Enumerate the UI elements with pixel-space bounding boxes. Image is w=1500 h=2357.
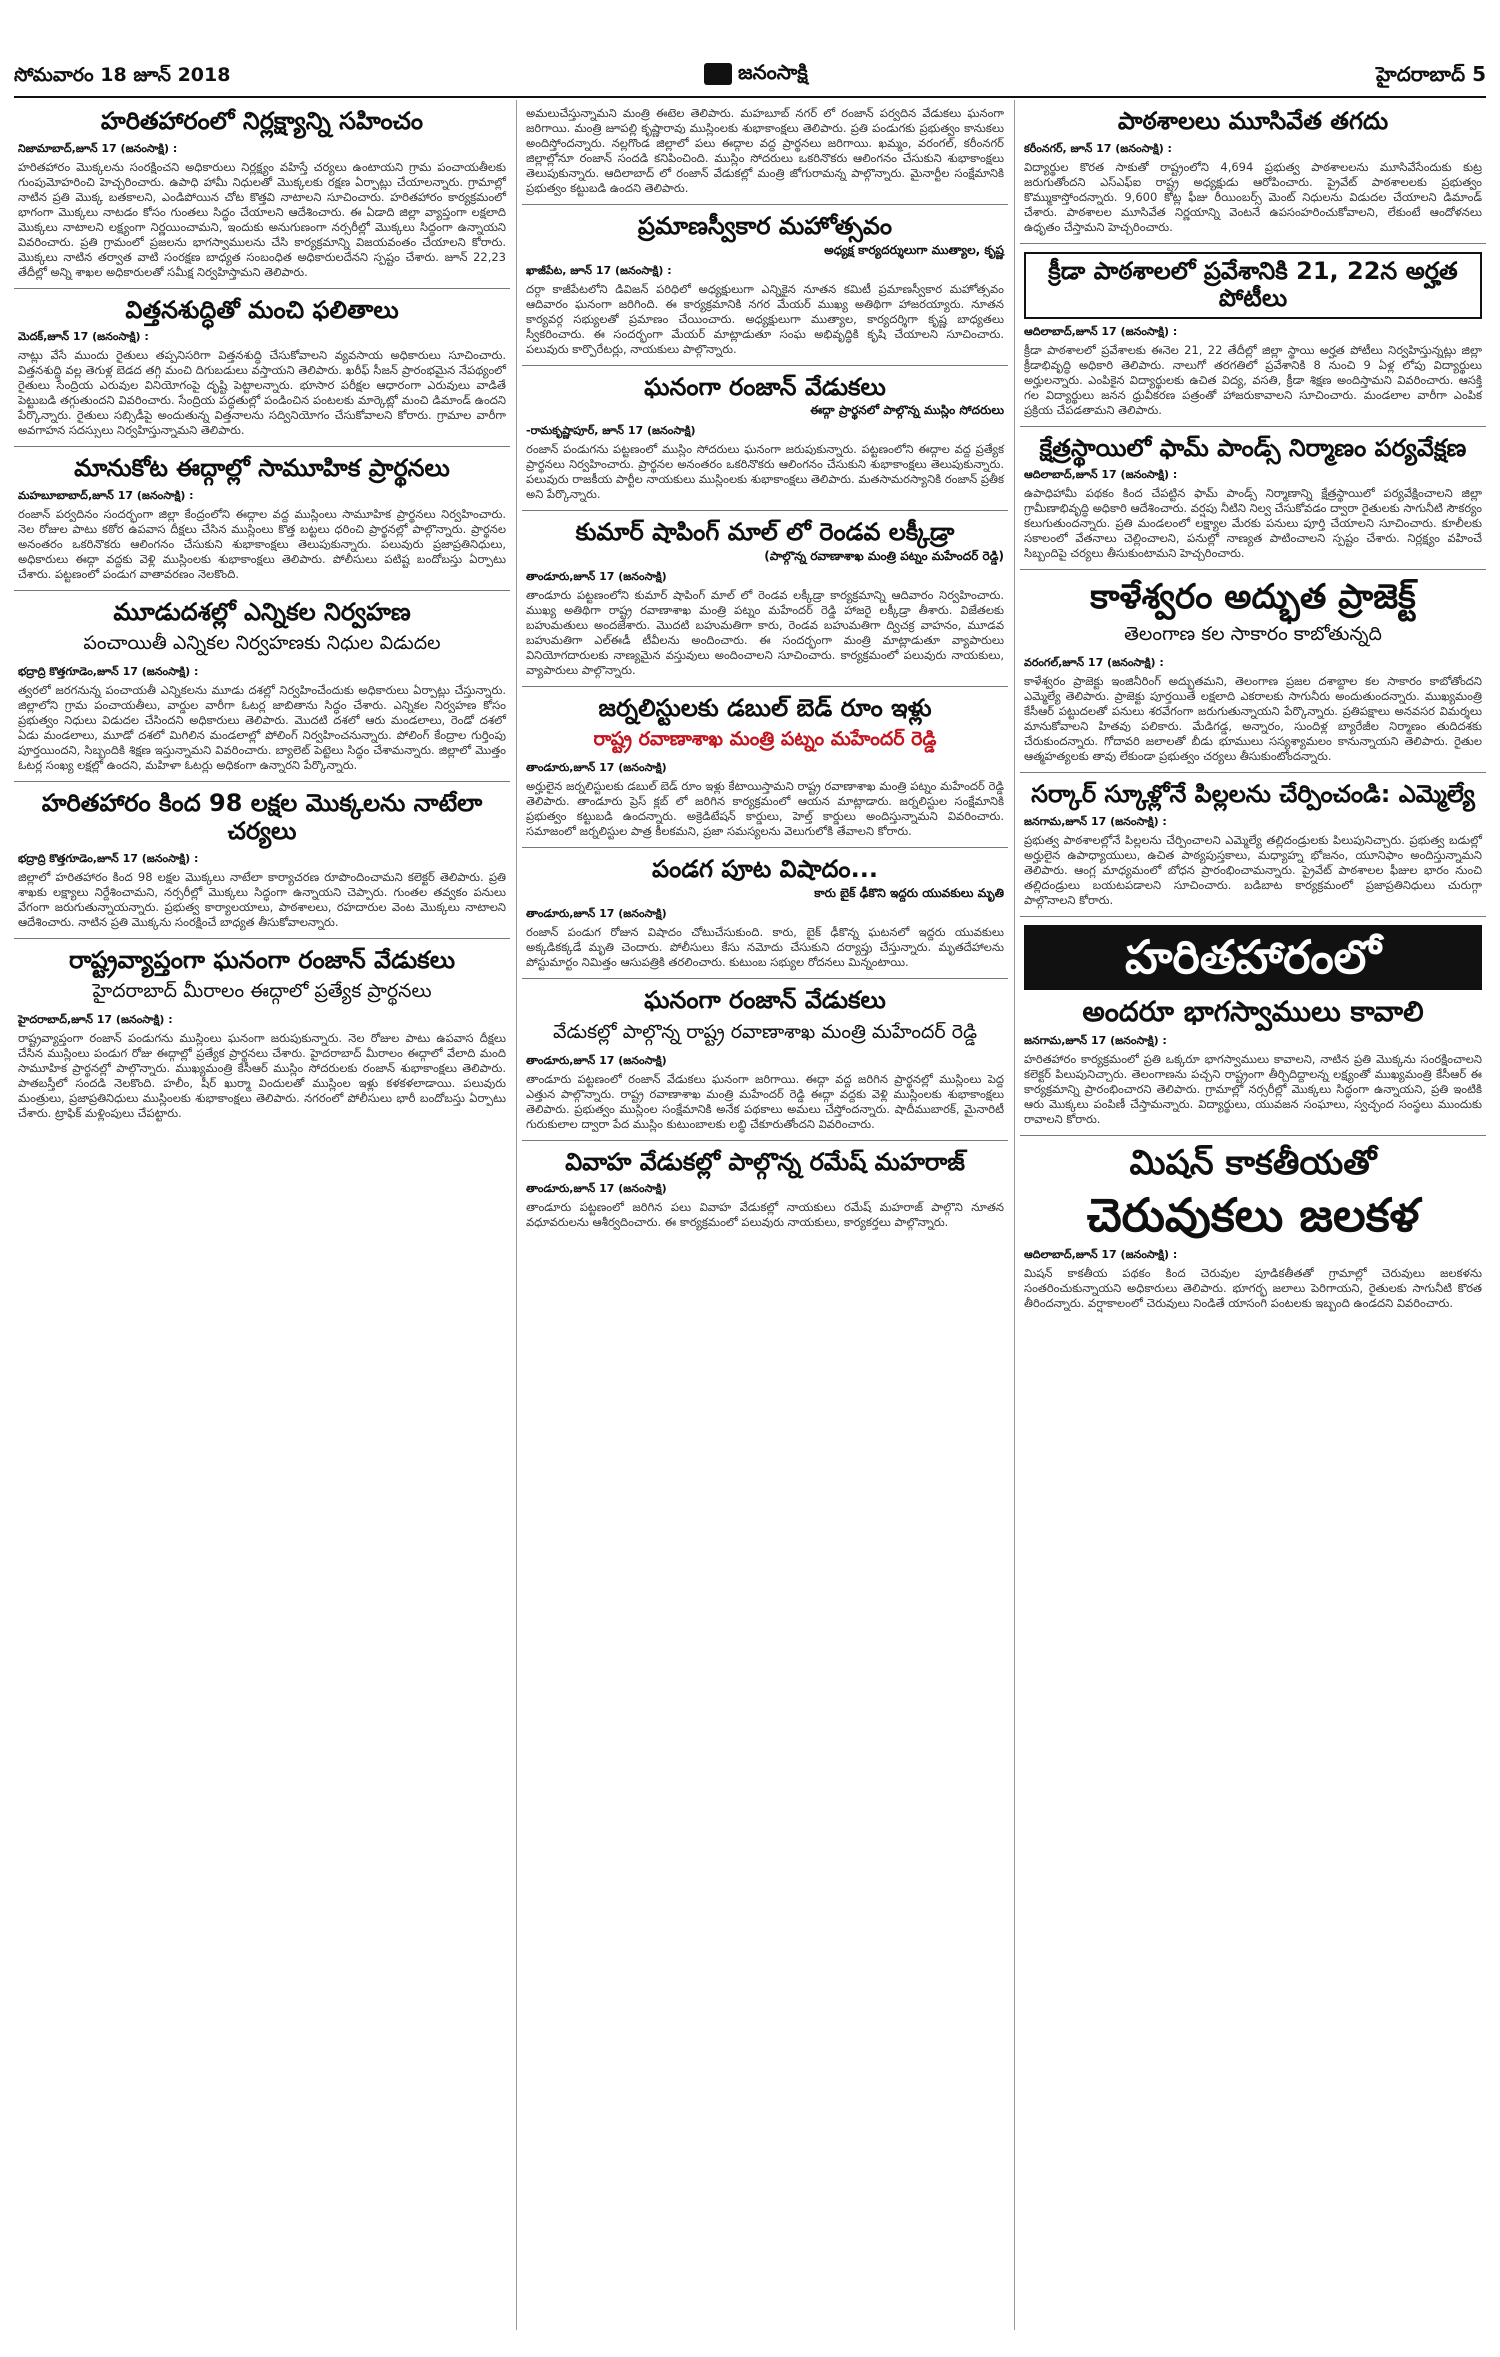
article-paragraph: ప్రభుత్వ పాఠశాలల్లోనే పిల్లలను చేర్పించాలని ఎమ్మెల్యే తల్లిదండ్రులకు పిలుపునిచ్చారు. ప్రభుత్వ బడుల్లో అర్హులైన ఉపాధ్యాయులు, ఉచిత పాఠ్యపుస్తకాలు, మధ్యాహ్న భోజనం, యూనిఫాం అందిస్తున్నామని తెలిపారు. ఆంగ్ల మాధ్యమంలో బోధన ప్రారంభించామన్నారు. ప్రైవేట్ పాఠశాలల ఫీజుల భారం నుంచి తల్లిదండ్రులు బయటపడాలని సూచించారు. బడిబాట కార్యక్రమంలో ప్రజాప్రతినిధులు చురుగ్గా పాల్గొనాలని కోరారు. (1024, 833, 1482, 908)
article-headline: హరితహారం కింద 98 లక్షల మొక్కలను నాటేలా చర్యలు (41, 789, 483, 845)
article-headline: క్షేత్రస్థాయిలో ఫామ్ పాండ్స్ నిర్మాణం పర్యవేక్షణ (1039, 433, 1467, 462)
article-body (526, 779, 1004, 839)
article-headline: ప్రమాణస్వీకార మహోత్సవం (637, 212, 893, 240)
article-body (18, 507, 506, 582)
article-paragraph: క్రీడా పాఠశాలలో ప్రవేశాలకు ఈనెల 21, 22 తేదీల్లో జిల్లా స్థాయి అర్హత పోటీలు నిర్వహిస్తున్నట్లు జిల్లా క్రీడాభివృద్ధి అధికారి తెలిపారు. నాలుగో తరగతిలో ప్రవేశానికి 8 నుంచి 9 ఏళ్ల లోపు విద్యార్థులు అర్హులన్నారు. ఎంపికైన విద్యార్థులకు ఉచిత విద్య, వసతి, క్రీడా శిక్షణ అందిస్తామని వివరించారు. ఆసక్తి గల విద్యార్థులు జనన ధ్రువీకరణ పత్రంతో హాజరుకావాలని సూచించారు. మండలాల వారీగా ఎంపిక ప్రక్రియ చేపడతామని తెలిపారు. (1024, 342, 1482, 417)
article-headline: ఘనంగా రంజాన్ వేడుకలు (644, 372, 886, 401)
article (1020, 1136, 1486, 1319)
article-body (526, 282, 1004, 357)
page-city-number: హైదరాబాద్ 5 (1376, 62, 1486, 86)
article-paragraph: కాళేశ్వరం ప్రాజెక్టు ఇంజినీరింగ్ అద్భుతమని, తెలంగాణ ప్రజల దశాబ్దాల కల సాకారం కాబోతోందని ఎమ్మెల్యే తెలిపారు. ప్రాజెక్టు పూర్తయితే లక్షలాది ఎకరాలకు సాగునీరు అందుతుందన్నారు. ముఖ్యమంత్రి కేసీఆర్ పట్టుదలతో పనులు శరవేగంగా జరుగుతున్నాయని పేర్కొన్నారు. ప్రతిపక్షాలు అనవసర విమర్శలు మానుకోవాలని హితవు పలికారు. మేడిగడ్డ, అన్నారం, సుందిళ్ల బ్యారేజీల నిర్మాణం తుదిదశకు చేరుకుందన్నారు. గోదావరి జలాలతో బీడు భూములు సస్యశ్యామలం కానున్నాయని తెలిపారు. రైతుల ఆత్మహత్యలకు తావు లేకుండా ప్రభుత్వం చర్యలు తీసుకుంటోందన్నారు. (1024, 674, 1482, 764)
article-dateline: మెదక్,జూన్ 17 (జనంసాక్షి) : (18, 330, 149, 344)
article-headline: సర్కార్ స్కూళ్లోనే పిల్లలను చేర్పించండి: ఎమ్మెల్యే (1031, 780, 1475, 809)
article-paragraph: తాండూరు పట్టణంలోని కుమార్ షాపింగ్ మాల్ లో రెండవ లక్కీడ్రా కార్యక్రమాన్ని ఆదివారం నిర్వహించారు. ముఖ్య అతిథిగా రాష్ట్ర రవాణాశాఖ మంత్రి పట్నం మహేందర్ రెడ్డి హాజరై లక్కీడ్రా తీశారు. విజేతలకు బహుమతులు అందజేశారు. మొదటి బహుమతిగా కారు, రెండవ బహుమతిగా ద్విచక్ర వాహనం, మూడవ బహుమతిగా ఎల్ఈడీ టీవీలను అందించారు. ఈ సందర్భంగా మంత్రి మాట్లాడుతూ వ్యాపారులు వినియోగదారులకు నాణ్యమైన వస్తువులు అందించాలని సూచించారు. కార్యక్రమంలో పలువురు నాయకులు, వ్యాపారులు పాల్గొన్నారు. (526, 587, 1004, 677)
article-paragraph: త్వరలో జరగనున్న పంచాయతీ ఎన్నికలను మూడు దశల్లో నిర్వహించేందుకు అధికారులు ఏర్పాట్లు చేస్తున్నారు. జిల్లాలోని గ్రామ పంచాయతీలు, వార్డుల వారీగా ఓటర్ల జాబితాను సిద్ధం చేశారు. ఎన్నికల నిర్వహణ కోసం ప్రభుత్వం నిధులు విడుదల చేసిందని అధికారులు తెలిపారు. మొదటి దశలో ఆరు మండలాలు, రెండో దశలో ఏడు మండలాలు, మూడో దశలో మిగిలిన మండలాల్లో పోలింగ్ నిర్వహించనున్నారు. పోలింగ్ కేంద్రాల గుర్తింపు పూర్తయిందని, సిబ్బందికి శిక్షణ ఇస్తున్నామని వివరించారు. బ్యాలెట్ పెట్టెలు సిద్ధం చేశామన్నారు. జిల్లాలో మొత్తం ఓటర్ల సంఖ్య లక్షల్లో ఉందని, మహిళా ఓటర్లు అధికంగా ఉన్నారని పేర్కొన్నారు. (18, 683, 506, 773)
article-paragraph: రంజాన్ పండుగను పట్టణంలో ముస్లిం సోదరులు ఘనంగా జరుపుకున్నారు. పట్టణంలోని ఈద్గాల వద్ద ప్రత్యేక ప్రార్థనలు నిర్వహించారు. ప్రార్థనల అనంతరం ఒకరినొకరు ఆలింగనం చేసుకుని శుభాకాంక్షలు తెలుపుకున్నారు. పలువురు రాజకీయ పార్టీల నాయకులు ముస్లింలకు శుభాకాంక్షలు తెలిపారు. మతసామరస్యానికి రంజాన్ ప్రతీక అని పేర్కొన్నారు. (526, 442, 1004, 502)
article-subheadline: తెలంగాణ కల సాకారం కాబోతున్నది (1124, 623, 1382, 646)
column-divider (516, 100, 517, 2330)
article-paragraph: ఉపాధిహామీ పథకం కింద చేపట్టిన ఫామ్ పాండ్స్ నిర్మాణాన్ని క్షేత్రస్థాయిలో పర్యవేక్షించాలని జిల్లా గ్రామీణాభివృద్ధి అధికారి ఆదేశించారు. వర్షపు నీటిని నిల్వ చేసుకోవడం ద్వారా రైతులకు సాగునీటి సౌకర్యం కలుగుతుందన్నారు. ప్రతి మండలంలో లక్ష్యాల మేరకు పనులు పూర్తి చేయాలని సూచించారు. కూలీలకు సకాలంలో వేతనాలు చెల్లించాలని, పనుల్లో నాణ్యత పాటించాలని స్పష్టం చేశారు. నిర్లక్ష్యం వహించే సిబ్బందిపై చర్యలు తీసుకుంటామని హెచ్చరించారు. (1024, 486, 1482, 561)
column-3 (1020, 100, 1486, 2340)
article (14, 782, 510, 938)
article (522, 205, 1008, 366)
article-headline: జర్నలిస్టులకు డబుల్ బెడ్ రూం ఇళ్లు (598, 693, 932, 722)
article-subheadline: రాష్ట్ర రవాణాశాఖ మంత్రి పట్నం మహేందర్ రెడ్డి (593, 728, 937, 751)
article (522, 1141, 1008, 1239)
article (14, 289, 510, 448)
article-paragraph: జిల్లాలో హరితహారం కింద 98 లక్షల మొక్కలు నాటేలా కార్యాచరణ రూపొందించామని కలెక్టర్ తెలిపారు. ప్రతి శాఖకు లక్ష్యాలు నిర్దేశించామని, నర్సరీల్లో మొక్కలు సిద్ధంగా ఉన్నాయని చెప్పారు. గుంతల తవ్వకం పనులు వేగంగా జరుగుతున్నాయన్నారు. ప్రభుత్వ కార్యాలయాలు, పాఠశాలలు, రహదారుల వెంట మొక్కలు నాటాలని ఆదేశించారు. నాటిన ప్రతి మొక్కను సంరక్షించే బాధ్యత తీసుకోవాలన్నారు. (18, 869, 506, 929)
article-dateline: ఆదిలాబాద్,జూన్ 17 (జనంసాక్షి) : (1024, 1248, 1178, 1262)
article-dateline: తాండూరు,జూన్ 17 (జనంసాక్షి) (526, 1182, 667, 1196)
article-paragraph: రాష్ట్రవ్యాప్తంగా రంజాన్ పండుగను ముస్లింలు ఘనంగా జరుపుకున్నారు. నెల రోజుల పాటు ఉపవాస దీక్షలు చేసిన ముస్లింలు పండుగ రోజు ఈద్గాల్లో ప్రత్యేక ప్రార్థనలు చేశారు. హైదరాబాద్ మీరాలం ఈద్గాలో వేలాది మంది సామూహిక ప్రార్థనల్లో పాల్గొన్నారు. ముఖ్యమంత్రి కేసీఆర్ ముస్లిం సోదరులకు రంజాన్ శుభాకాంక్షలు తెలిపారు. పాతబస్తీలో సందడి నెలకొంది. హలీం, షీర్ ఖుర్మా విందులతో ముస్లింల ఇళ్లు కళకళలాడాయి. పలువురు మంత్రులు, ప్రజాప్రతినిధులు ముస్లింలకు శుభాకాంక్షలు తెలిపారు. నగరంలో పోలీసులు భారీ బందోబస్తు ఏర్పాటు చేశారు. ట్రాఫిక్ మళ్లింపులు చేపట్టారు. (18, 1031, 506, 1121)
issue-date: సోమవారం 18 జూన్ 2018 (14, 64, 231, 86)
article-kicker: ఈద్గా ప్రార్థనలో పాల్గొన్న ముస్లిం సోదరులు (810, 403, 1004, 418)
article-body (1024, 1052, 1482, 1127)
article (1020, 570, 1486, 773)
article-paragraph: రంజాన్ పర్వదినం సందర్భంగా జిల్లా కేంద్రంలోని ఈద్గాల వద్ద ముస్లింలు సామూహిక ప్రార్థనలు నిర్వహించారు. నెల రోజుల పాటు కఠోర ఉపవాస దీక్షలు చేసిన ముస్లింలు కొత్త బట్టలు ధరించి ప్రార్థనల్లో పాల్గొన్నారు. ప్రార్థనల అనంతరం ఒకరినొకరు ఆలింగనం చేసుకుని శుభాకాంక్షలు తెలుపుకున్నారు. పలువురు ప్రజాప్రతినిధులు, అధికారులు ఈద్గా వద్దకు వెళ్లి ముస్లింలకు శుభాకాంక్షలు తెలిపారు. పోలీసులు పటిష్ట బందోబస్తు ఏర్పాటు చేశారు. పట్టణంలో పండుగ వాతావరణం నెలకొంది. (18, 506, 506, 581)
article-headline: రాష్ట్రవ్యాప్తంగా ఘనంగా రంజాన్ వేడుకలు (68, 945, 456, 974)
article-headline: మానుకోట ఈద్గాల్లో సామూహిక ప్రార్థనలు (74, 454, 450, 483)
article-subheadline: పంచాయితీ ఎన్నికల నిర్వహణకు నిధుల విడుదల (83, 632, 441, 655)
article-headline: విత్తనశుద్ధితో మంచి ఫలితాలు (125, 295, 399, 324)
article-body (18, 683, 506, 773)
article (1020, 244, 1486, 427)
article-headline: పాఠశాలలు మూసివేత తగదు (1117, 107, 1389, 135)
article-body (526, 1200, 1004, 1230)
article-body (526, 588, 1004, 678)
article (14, 447, 510, 591)
article-dateline: తాండూరు,జూన్ 17 (జనంసాక్షి) (526, 1053, 667, 1067)
column-divider (1014, 100, 1015, 2330)
logo-icon (704, 63, 732, 85)
article-body (18, 1031, 506, 1121)
article-headline-line2: అందరూ భాగస్వాములు కావాలి (1082, 994, 1424, 1028)
article-dateline: భద్రాద్రి కొత్తగూడెం,జూన్ 17 (జనంసాక్షి) : (18, 851, 199, 865)
article-headline: కాళేశ్వరం అద్భుత ప్రాజెక్ట్ (1090, 577, 1416, 618)
article-paragraph: తాండూరు పట్టణంలో రంజాన్ వేడుకలు ఘనంగా జరిగాయి. ఈద్గా వద్ద జరిగిన ప్రార్థనల్లో ముస్లింలు పెద్ద ఎత్తున పాల్గొన్నారు. రాష్ట్ర రవాణాశాఖ మంత్రి మహేందర్ రెడ్డి ఈద్గా వద్దకు వెళ్లి ముస్లింలకు శుభాకాంక్షలు తెలిపారు. ప్రభుత్వం ముస్లింల సంక్షేమానికి అనేక పథకాలు అమలు చేస్తోందన్నారు. షాదీముబారక్, మైనారిటీ గురుకులాల ద్వారా పేద ముస్లిం కుటుంబాలకు లబ్ధి చేకూరుతోందని వివరించారు. (526, 1071, 1004, 1131)
article-body (18, 348, 506, 438)
article-dateline: భద్రాద్రి కొత్తగూడెం,జూన్ 17 (జనంసాక్షి) : (18, 665, 199, 679)
article-body (1024, 343, 1482, 418)
article (14, 100, 510, 289)
article-subheadline: హైదరాబాద్ మీరాలం ఈద్గాలో ప్రత్యేక ప్రార్థనలు (92, 980, 432, 1003)
article-paragraph: తాండూరు పట్టణంలో జరిగిన పలు వివాహ వేడుకల్లో నాయకులు రమేష్ మహరాజ్ పాల్గొని నూతన వధూవరులను ఆశీర్వదించారు. ఈ కార్యక్రమంలో పలువురు నాయకులు, కార్యకర్తలు పాల్గొన్నారు. (526, 1200, 1004, 1230)
article-body (526, 1072, 1004, 1132)
article-kicker: కారు బైక్ ఢీకొని ఇద్దరు యువకులు మృతి (814, 885, 1004, 900)
article (1020, 100, 1486, 244)
column-1 (14, 100, 510, 2340)
article-body (18, 870, 506, 930)
article-body (18, 160, 506, 280)
article-body (526, 106, 1004, 196)
article-subheadline: వేడుకల్లో పాల్గొన్న రాష్ట్ర రవాణాశాఖ మంత్రి మహేందర్ రెడ్డి (552, 1020, 978, 1043)
article-headline: క్రీడా పాఠశాలలో ప్రవేశానికి 21, 22న అర్హత పోటీలు (1024, 252, 1482, 319)
article-headline: వివాహ వేడుకల్లో పాల్గొన్న రమేష్ మహరాజ్ (565, 1147, 965, 1176)
article (522, 687, 1008, 849)
article-body (526, 442, 1004, 502)
article-headline-line2: చెరువుకలు జలకళ (1086, 1188, 1420, 1243)
article-headline: ఘనంగా రంజాన్ వేడుకలు (644, 985, 886, 1014)
article-kicker: అధ్యక్ష కార్యదర్శులుగా ముత్యాల, కృష్ణ (824, 242, 1004, 257)
article (522, 979, 1008, 1141)
article-dateline: ఆదిలాబాద్,జూన్ 17 (జనంసాక్షి) : (1024, 468, 1178, 482)
article-body (1024, 833, 1482, 908)
article-body (1024, 1266, 1482, 1311)
article-body (526, 925, 1004, 970)
article-headline: పండగ పూట విషాదం... (652, 855, 878, 884)
article-dateline: కరీంనగర్, జూన్ 17 (జనంసాక్షి) : (1024, 141, 1172, 155)
article-dateline: మహబూబాబాద్,జూన్ 17 (జనంసాక్షి) : (18, 488, 194, 502)
article-paragraph: నాట్లు వేసే ముందు రైతులు తప్పనిసరిగా విత్తనశుద్ధి చేసుకోవాలని వ్యవసాయ అధికారులు సూచించారు. విత్తనశుద్ధి వల్ల తెగుళ్ల బెడద తగ్గి మంచి దిగుబడులు వస్తాయని తెలిపారు. ఖరీఫ్ సీజన్ ప్రారంభమైన నేపథ్యంలో రైతులు సేంద్రియ ఎరువుల వినియోగంపై దృష్టి పెట్టాలన్నారు. భూసార పరీక్షల ఆధారంగా ఎరువులు వాడితే పెట్టుబడి తగ్గుతుందని వివరించారు. సేంద్రియ పద్ధతుల్లో పండించిన పంటలకు మార్కెట్లో మంచి డిమాండ్ ఉందని పేర్కొన్నారు. రైతులు సబ్సిడీపై అందుతున్న విత్తనాలను సద్వినియోగం చేసుకోవాలని కోరారు. గ్రామాల వారీగా అవగాహన సదస్సులు నిర్వహిస్తున్నామని తెలిపారు. (18, 348, 506, 438)
article (522, 366, 1008, 512)
article-headline: మూడుదశల్లో ఎన్నికల నిర్వహణ (113, 597, 411, 626)
article-dateline: ఆదిలాబాద్,జూన్ 17 (జనంసాక్షి) : (1024, 324, 1178, 338)
article-headline: కుమార్ షాపింగ్ మాల్ లో రెండవ లక్కీడ్రా (575, 518, 955, 547)
article-paragraph: అమలుచేస్తున్నామని మంత్రి ఈటెల తెలిపారు. మహబూబ్ నగర్ లో రంజాన్ పర్వదిన వేడుకలు ఘనంగా జరిగాయి. మంత్రి జూపల్లి కృష్ణారావు ముస్లింలకు శుభాకాంక్షలు తెలిపారు. ప్రతి పండుగకు ప్రభుత్వం కానుకలు అందిస్తోందన్నారు. నల్లగొండ జిల్లాలో పలు ఈద్గాల వద్ద ప్రార్థనలు జరిగాయి. ఖమ్మం, వరంగల్, కరీంనగర్ జిల్లాల్లోనూ రంజాన్ సందడి కనిపించింది. ముస్లిం సోదరులు ఒకరినొకరు ఆలింగనం చేసుకుని శుభాకాంక్షలు తెలుపుకున్నారు. ఆదిలాబాద్ లో రంజాన్ వేడుకల్లో మంత్రి జోగురామన్న పాల్గొన్నారు. మైనార్టీల సంక్షేమానికి ప్రభుత్వం కట్టుబడి ఉందని తెలిపారు. (526, 106, 1004, 195)
newspaper-name: జనంసాక్షి (738, 59, 808, 84)
article-kicker: (పాల్గొన్న రవాణాశాఖ మంత్రి పట్నం మహేందర్ రెడ్డి) (764, 548, 1004, 563)
masthead (14, 58, 1486, 94)
article (522, 848, 1008, 979)
article-dateline: -రామకృష్ణాపూర్, జూన్ 17 (జనంసాక్షి) (526, 424, 696, 438)
article-dateline: జనగామ,జూన్ 17 (జనంసాక్షి) : (1024, 815, 1167, 829)
article-headline: హరితహారంలో నిర్లక్ష్యాన్ని సహించం (100, 107, 424, 135)
article-dateline: తాండూరు,జూన్ 17 (జనంసాక్షి) (526, 569, 667, 583)
article-paragraph: రంజాన్ పండుగ రోజున విషాదం చోటుచేసుకుంది. కారు, బైక్ ఢీకొన్న ఘటనలో ఇద్దరు యువకులు అక్కడికక్కడే మృతి చెందారు. పోలీసులు కేసు నమోదు చేసుకుని దర్యాప్తు చేస్తున్నారు. మృతదేహాలను పోస్టుమార్టం నిమిత్తం ఆసుపత్రికి తరలించారు. కుటుంబ సభ్యుల రోదనలు మిన్నంటాయి. (526, 924, 1004, 969)
article-paragraph: మిషన్ కాకతీయ పథకం కింద చెరువుల పూడికతీతతో గ్రామాల్లో చెరువులు జలకళను సంతరించుకున్నాయని అధికారులు తెలిపారు. భూగర్భ జలాలు పెరిగాయని, రైతులకు సాగునీటి కొరత తీరిందన్నారు. వర్షాకాలంలో చెరువులు నిండితే యాసంగి పంటలకు ఇబ్బంది ఉండదని వివరించారు. (1024, 1266, 1482, 1311)
article-dateline: ఖాజీపేట, జూన్ 17 (జనంసాక్షి) : (526, 263, 672, 277)
article-paragraph: విద్యార్థుల కొరత సాకుతో రాష్ట్రంలోని 4,694 ప్రభుత్వ పాఠశాలలను మూసివేసేందుకు కుట్ర జరుగుతోందని ఎస్ఎఫ్ఐ రాష్ట్ర అధ్యక్షుడు ఆరోపించారు. ప్రైవేట్ పాఠశాలలకు ప్రభుత్వం కొమ్ముకాస్తోందన్నారు. 9,600 కోట్ల ఫీజు రీయింబర్స్ మెంట్ నిధులను విడుదల చేయాలని డిమాండ్ చేశారు. పాఠశాలల మూసివేత నిర్ణయాన్ని వెంటనే ఉపసంహరించుకోవాలని, లేకుంటే ఆందోళనలు ఉధృతం చేస్తామని హెచ్చరించారు. (1024, 159, 1482, 234)
article-dateline: నిజామాబాద్,జూన్ 17 (జనంసాక్షి) : (18, 141, 178, 155)
article-body (1024, 160, 1482, 235)
article-dateline: హైదరాబాద్,జూన్ 17 (జనంసాక్షి) : (18, 1013, 173, 1027)
article (1020, 427, 1486, 571)
article-body (1024, 486, 1482, 561)
article (14, 591, 510, 783)
article-headline: మిషన్ కాకతీయతో (1129, 1143, 1377, 1184)
article (1020, 917, 1486, 1136)
article (522, 511, 1008, 687)
article (1020, 773, 1486, 917)
article (14, 939, 510, 1130)
article-paragraph: హరితహారం కార్యక్రమంలో ప్రతి ఒక్కరూ భాగస్వాములు కావాలని, నాటిన ప్రతి మొక్కను సంరక్షించాలని కలెక్టర్ పిలుపునిచ్చారు. తెలంగాణను పచ్చని రాష్ట్రంగా తీర్చిదిద్దాలన్న లక్ష్యంతో ముఖ్యమంత్రి కేసీఆర్ ఈ కార్యక్రమాన్ని ప్రారంభించారని తెలిపారు. గ్రామాల్లో నర్సరీల్లో మొక్కలు సిద్ధంగా ఉన్నాయని, ప్రతి ఇంటికి ఆరు మొక్కలు పంపిణీ చేస్తామన్నారు. విద్యార్థులు, యువజన సంఘాలు, స్వచ్ఛంద సంస్థలు ముందుకు రావాలని కోరారు. (1024, 1052, 1482, 1127)
article-dateline: జనగామ,జూన్ 17 (జనంసాక్షి) : (1024, 1034, 1167, 1048)
article-dateline: వరంగల్,జూన్ 17 (జనంసాక్షి) : (1024, 656, 1164, 670)
article (522, 100, 1008, 205)
article-headline: హరితహారంలో (1024, 925, 1482, 990)
article-paragraph: అర్హులైన జర్నలిస్టులకు డబుల్ బెడ్ రూం ఇళ్లు కేటాయిస్తామని రాష్ట్ర రవాణాశాఖ మంత్రి పట్నం మహేందర్ రెడ్డి తెలిపారు. తాండూరు ప్రెస్ క్లబ్ లో జరిగిన కార్యక్రమంలో ఆయన మాట్లాడారు. జర్నలిస్టుల సంక్షేమానికి ప్రభుత్వం కట్టుబడి ఉందన్నారు. అక్రెడిటేషన్ కార్డులు, హెల్త్ కార్డులు అందిస్తున్నామని వివరించారు. సమాజంలో జర్నలిస్టుల పాత్ర కీలకమని, ప్రజా సమస్యలను వెలుగులోకి తేవాలని కోరారు. (526, 779, 1004, 839)
header-rule (14, 96, 1486, 98)
article-paragraph: హరితహారం మొక్కలను సంరక్షించని అధికారులు నిర్లక్ష్యం వహిస్తే చర్యలు ఉంటాయని గ్రామ పంచాయతీలకు గుంపుమోహరించి హెచ్చరించారు. ఉపాధి హామీ నిధులతో మొక్కలకు రక్షణ ఏర్పాట్లు చేయాలన్నారు. గ్రామాల్లో నాటిన ప్రతి మొక్క బతకాలని, ఎండిపోయిన చోట కొత్తవి నాటాలని సూచించారు. హరితహారం కార్యక్రమంలో భాగంగా మొక్కలు నాటడం కోసం గుంతలు సిద్ధం చేయాలని ఆదేశించారు. ఈ ఏడాది జిల్లా వ్యాప్తంగా లక్షలాది మొక్కలు నాటాలని లక్ష్యంగా నిర్ణయించామని, ఇందుకు అనుగుణంగా నర్సరీల్లో మొక్కలు సిద్ధంగా ఉన్నాయని వివరించారు. ప్రతి గ్రామంలో ప్రజలను భాగస్వాములను చేసి కార్యక్రమాన్ని విజయవంతం చేయాలని కోరారు. మొక్కలు నాటిన తర్వాత వాటి సంరక్షణ బాధ్యత సంబంధిత అధికారులదేనని స్పష్టం చేశారు. జూన్ 22,23 తేదీల్లో అన్ని శాఖల అధికారులతో సమీక్ష నిర్వహిస్తామని తెలిపారు. (18, 159, 506, 279)
article-body (1024, 674, 1482, 764)
article-dateline: తాండూరు,జూన్ 17 (జనంసాక్షి) (526, 906, 667, 920)
newspaper-logo (704, 58, 864, 90)
article-dateline: తాండూరు,జూన్ 17 (జనంసాక్షి) (526, 761, 667, 775)
article-paragraph: దర్గా కాజీపేటలోని డివిజన్ పరిధిలో అధ్యక్షులుగా ఎన్నికైన నూతన కమిటీ ప్రమాణస్వీకార మహోత్సవం ఆదివారం ఘనంగా జరిగింది. ఈ కార్యక్రమానికి నగర మేయర్ ముఖ్య అతిథిగా హాజరయ్యారు. నూతన కార్యవర్గ సభ్యులతో ప్రమాణం చేయించారు. అధ్యక్షులుగా ముత్యాల, కార్యదర్శిగా కృష్ణ బాధ్యతలు స్వీకరించారు. ఈ సందర్భంగా మేయర్ మాట్లాడుతూ సంఘ అభివృద్ధికి కృషి చేయాలని సూచించారు. పలువురు కార్పొరేటర్లు, నాయకులు పాల్గొన్నారు. (526, 281, 1004, 356)
column-2 (522, 100, 1008, 2340)
